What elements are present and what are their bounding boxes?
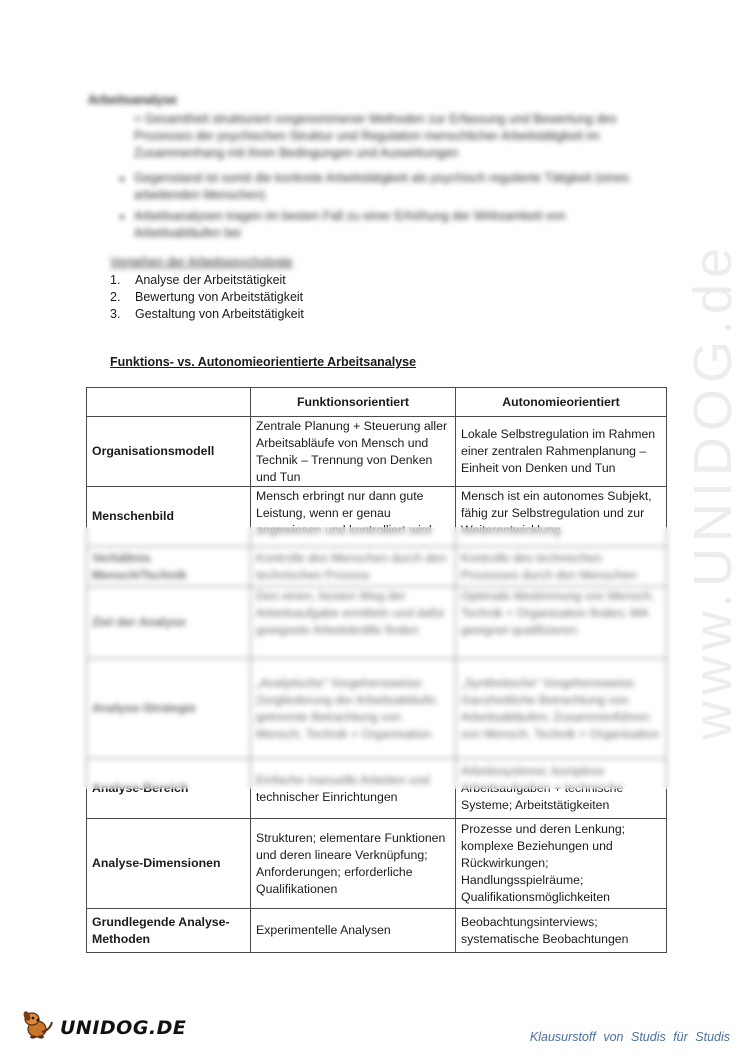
logo-text: UNIDOG.DE [60, 1016, 187, 1039]
cell-autonomie: Prozesse und deren Lenkung; komplexe Beziehungen und Rückwirkungen; Handlungsspielräume; Qualifikationsmöglichkeiten [456, 819, 667, 909]
cell-autonomie: „Synthetische“ Vorgehensweise: Ganzheitliche Betrachtung von Arbeitsabläufen; Zusammenführen von Mensch, Technik + Organisation [456, 659, 667, 759]
intro-bullet: • Arbeitsanalysen tragen im besten Fall zu einer Erhöhung der Wirksamkeit von Arbeitsabläufen bei [134, 208, 648, 242]
table-header-row [87, 388, 667, 417]
list-number: 1. [110, 273, 121, 287]
footer-logo [22, 1010, 186, 1045]
cell-funktions: Zentrale Planung + Steuerung aller Arbeitsabläufe von Mensch und Technik – Trennung von Denken und Tun [251, 417, 456, 487]
row-label: Ziel der Analyse [87, 587, 251, 659]
watermark-text: www.UNIDOG.de [683, 241, 743, 740]
cell-funktions: Mensch erbringt nur dann gute Leistung, wenn er genau angewiesen und kontrolliert wird [251, 487, 456, 547]
row-label: Menschenbild [87, 487, 251, 547]
list-text: Analyse der Arbeitstätigkeit [135, 273, 286, 287]
table-row [87, 909, 667, 953]
section-title: Funktions- vs. Autonomieorientierte Arbeitsanalyse [110, 355, 417, 369]
table-header-funktions: Funktionsorientiert [251, 388, 456, 417]
list-item [110, 289, 304, 306]
row-label: Analyse-Strategie [87, 659, 251, 759]
row-label: Grundlegende Analyse-Methoden [87, 909, 251, 953]
tasks-section [110, 254, 304, 323]
list-text: Bewertung von Arbeitstätigkeit [135, 290, 304, 304]
footer-tagline: Klausurstoff von Studis für Studis [529, 1030, 730, 1044]
cell-funktions: Den einen, besten Weg der Arbeitsaufgabe ermitteln und dafür geeignete Arbeitskräfte finden [251, 587, 456, 659]
tasks-list [110, 272, 304, 323]
row-label: Organisationsmodell [87, 417, 251, 487]
cell-autonomie: Mensch ist ein autonomes Subjekt, fähig zur Selbstregulation und zur Weiterentwicklung [456, 487, 667, 547]
cell-autonomie: Kontrolle des technischen Prozesses durch den Menschen [456, 547, 667, 587]
cell-funktions: „Analytische“ Vorgehensweise: Zergliederung der Arbeitsabläufe; getrennte Betrachtung von Mensch, Technik + Organisation [251, 659, 456, 759]
table-row [87, 819, 667, 909]
table-row [87, 417, 667, 487]
cell-funktions: Einfache manuelle Arbeiten und technischer Einrichtungen [251, 759, 456, 819]
cell-autonomie: Optimale Abstimmung von Mensch, Technik + Organisation finden; MA geeignet qualifizieren [456, 587, 667, 659]
cell-autonomie: Arbeitssysteme; komplexe Arbeitsaufgaben + technische Systeme; Arbeitstätigkeiten [456, 759, 667, 819]
row-label: Analyse-Dimensionen [87, 819, 251, 909]
table-header-empty [87, 388, 251, 417]
tasks-heading: Vorgehen der Arbeitspsychologie [110, 255, 293, 269]
intro-bullet-list [88, 170, 648, 242]
cell-funktions: Experimentelle Analysen [251, 909, 456, 953]
cell-autonomie: Beobachtungsinterviews; systematische Beobachtungen [456, 909, 667, 953]
list-item [110, 306, 304, 323]
row-label: Verhältnis Mensch/Technik [87, 547, 251, 587]
list-text: Gestaltung von Arbeitstätigkeit [135, 307, 304, 321]
cell-autonomie: Lokale Selbstregulation im Rahmen einer zentralen Rahmenplanung – Einheit von Denken und Tun [456, 417, 667, 487]
list-number: 2. [110, 290, 121, 304]
intro-heading: Arbeitsanalyse [88, 93, 177, 107]
preview-blur-overlay [80, 527, 674, 789]
cell-funktions: Kontrolle des Menschen durch den technischen Prozess [251, 547, 456, 587]
list-number: 3. [110, 307, 121, 321]
intro-section [88, 92, 648, 246]
cell-funktions: Strukturen; elementare Funktionen und deren lineare Verknüpfung; Anforderungen; erforderliche Qualifikationen [251, 819, 456, 909]
row-label: Analyse-Bereich [87, 759, 251, 819]
intro-bullet: • Gegenstand ist somit die konkrete Arbeitstätigkeit als psychisch regulierte Tätigkeit (eines arbeitenden Menschen) [134, 170, 648, 204]
intro-definition: = Gesamtheit strukturiert vorgenommener Methoden zur Erfassung und Bewertung des Prozesses der psychischen Struktur und Regulation menschlicher Arbeitstätigkeit im Zusammenhang mit ihren Bedingungen und Auswirkungen [134, 112, 617, 160]
list-item [110, 272, 304, 289]
dog-mascot-icon [22, 1010, 56, 1045]
table-header-autonomie: Autonomieorientiert [456, 388, 667, 417]
